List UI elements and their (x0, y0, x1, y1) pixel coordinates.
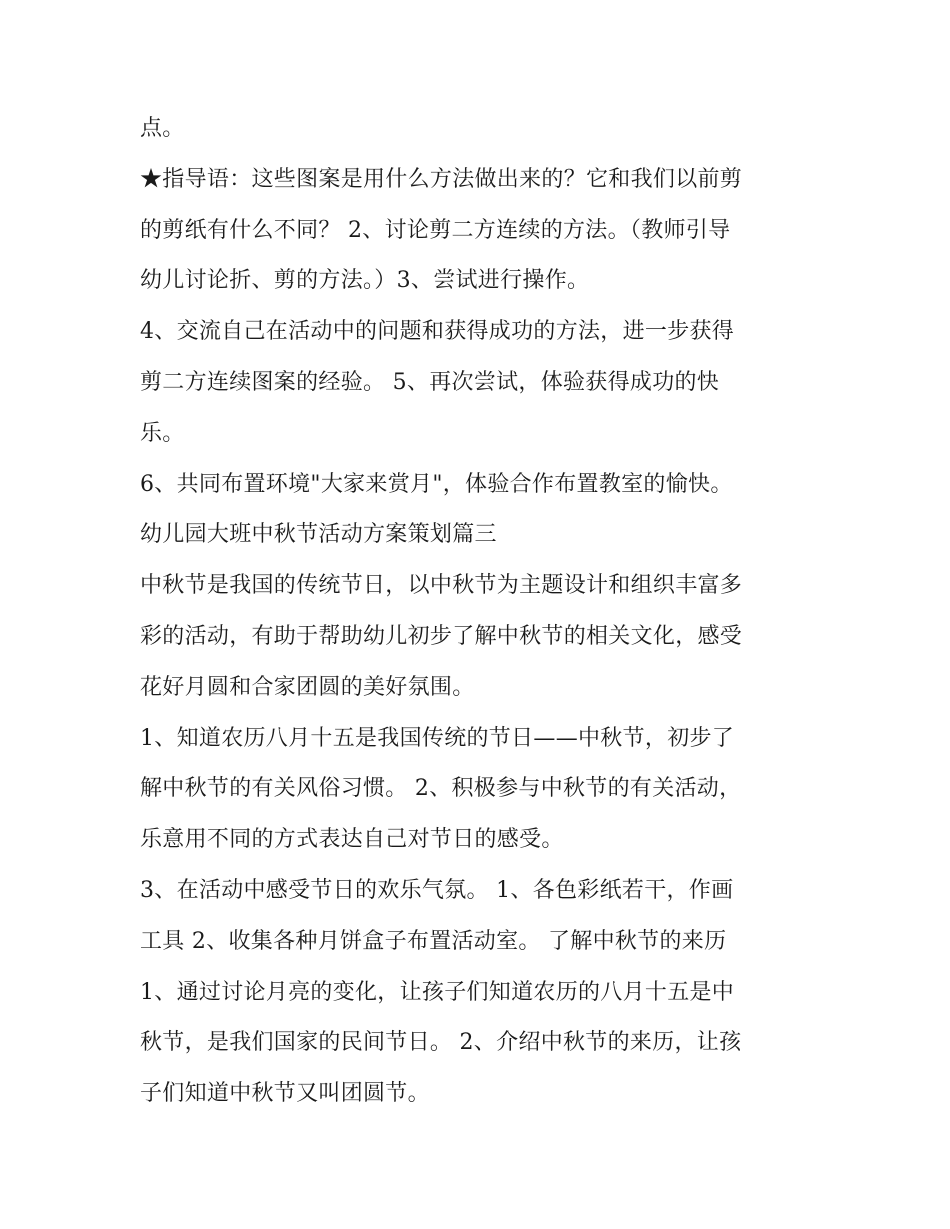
document-body (140, 104, 820, 1120)
text-line: 的剪纸有什么不同？ 2、讨论剪二方连续的方法。（教师引导 (140, 217, 731, 243)
text-line: 乐意用不同的方式表达自己对节日的感受。 (140, 827, 564, 853)
text-line: 乐。 (140, 420, 185, 446)
text-line: 6、共同布置环境"大家来赏月"，体验合作布置教室的愉快。 (140, 471, 733, 497)
text-line: 子们知道中秋节又叫团圆节。 (140, 1081, 430, 1107)
text-line: 花好月圆和合家团圆的美好氛围。 (140, 674, 475, 700)
text-line: 剪二方连续图案的经验。 5、再次尝试，体验获得成功的快 (140, 369, 720, 395)
text-line: 彩的活动，有助于帮助幼儿初步了解中秋节的相关文化，感受 (140, 623, 743, 649)
text-line: 点。 (140, 116, 185, 141)
text-line: 4、交流自己在活动中的问题和获得成功的方法，进一步获得 (140, 319, 735, 345)
text-line: 工具 2、收集各种月饼盒子布置活动室。 了解中秋节的来历 (140, 928, 727, 954)
text-line: 中秋节是我国的传统节日，以中秋节为主题设计和组织丰富多 (140, 573, 743, 599)
text-line: 1、通过讨论月亮的变化，让孩子们知道农历的八月十五是中 (140, 979, 735, 1005)
text-line: 3、在活动中感受节日的欢乐气氛。 1、各色彩纸若干，作画 (140, 877, 734, 903)
section-heading: 幼儿园大班中秋节活动方案策划篇三 (140, 522, 497, 548)
text-line: 解中秋节的有关风俗习惯。 2、积极参与中秋节的有关活动， (140, 776, 742, 802)
text-line: ★指导语：这些图案是用什么方法做出来的？它和我们以前剪 (140, 166, 743, 192)
text-line: 秋节，是我们国家的民间节日。 2、介绍中秋节的来历，让孩 (140, 1030, 742, 1056)
text-line: 1、知道农历八月十五是我国传统的节日——中秋节，初步了 (140, 725, 735, 751)
text-line: 幼儿讨论折、剪的方法。）3、尝试进行操作。 (140, 268, 590, 294)
